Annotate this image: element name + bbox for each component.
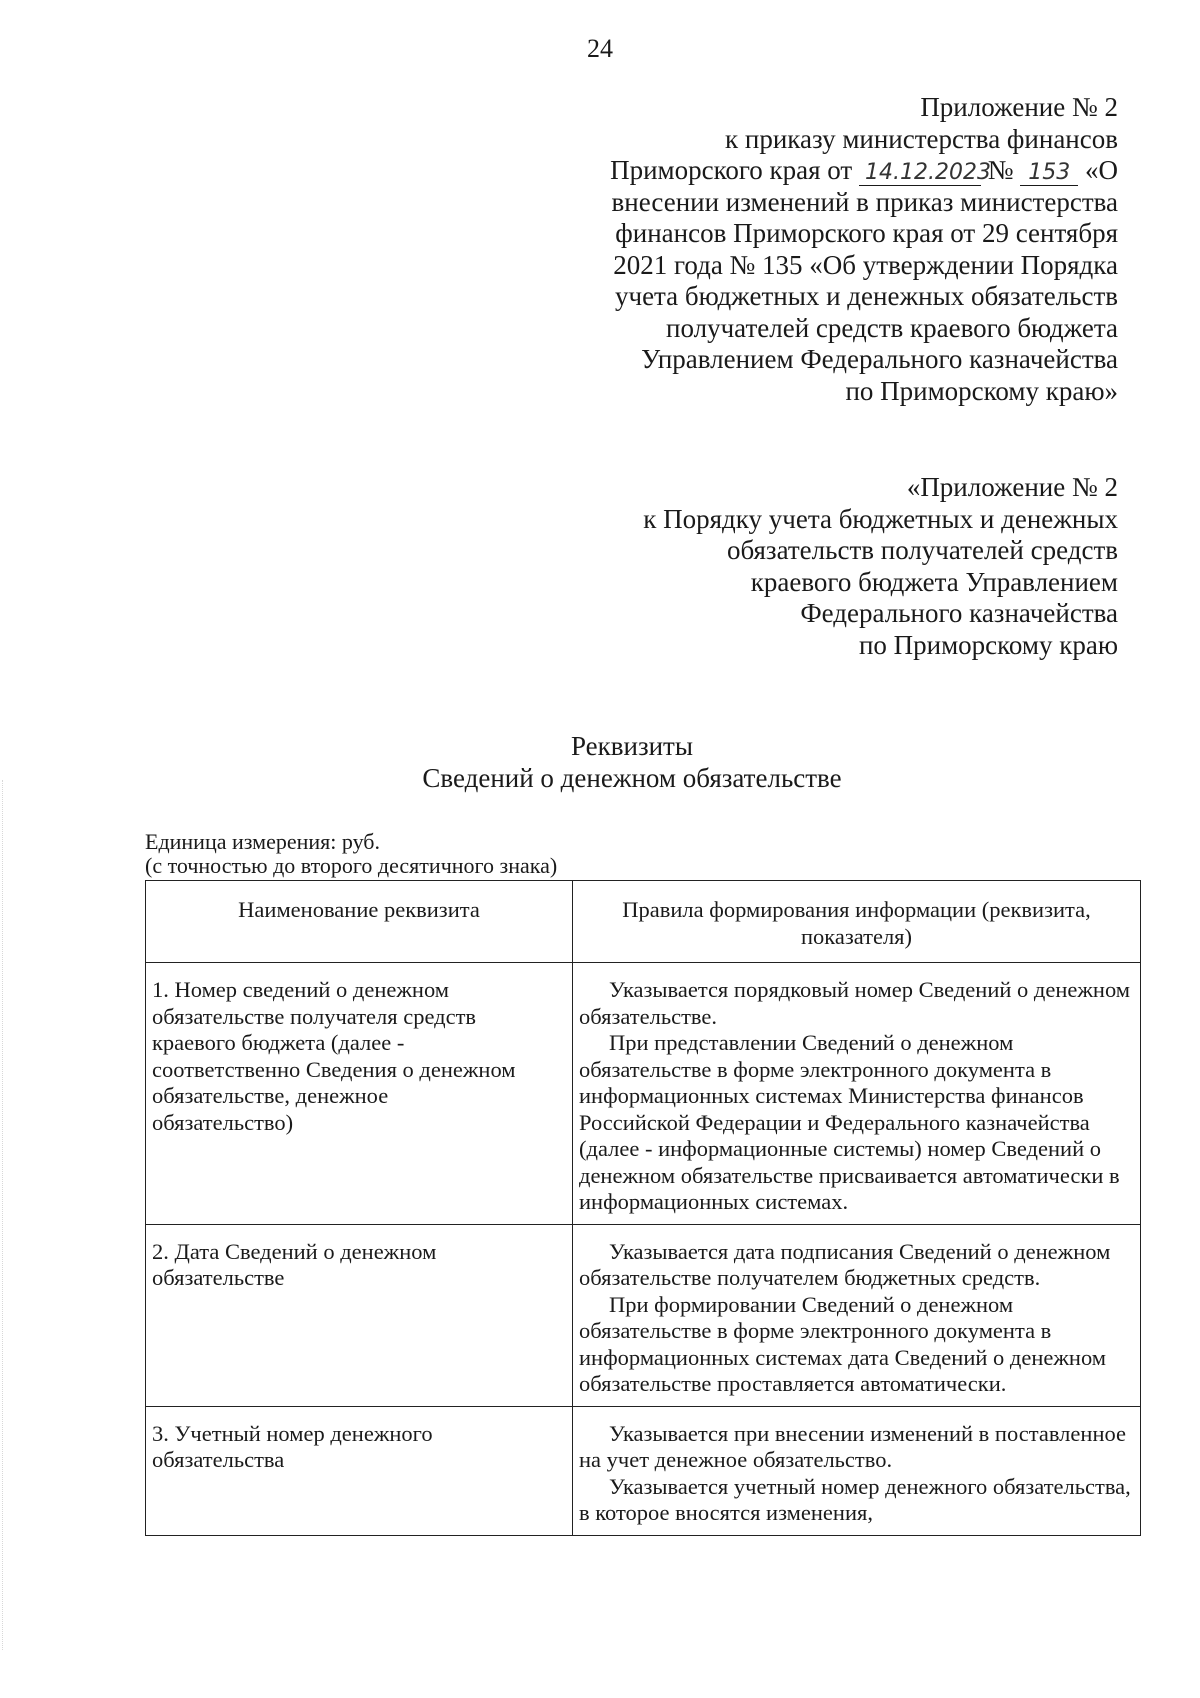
requisites-table bbox=[145, 880, 1141, 1536]
order-appendix-line: по Приморскому краю bbox=[858, 629, 1118, 660]
requisite-name-cell: 2. Дата Сведений о денежном обязательстве bbox=[146, 1224, 573, 1406]
appendix-line: получателей средств краевого бюджета bbox=[666, 312, 1118, 343]
document-title bbox=[0, 730, 1200, 794]
appendix-line-suffix: «О bbox=[1078, 155, 1118, 185]
rules-cell bbox=[573, 963, 1141, 1225]
rule-paragraph: Указывается дата подписания Сведений о денежном обязательстве получателем бюджетных средств. bbox=[579, 1238, 1111, 1290]
table-row bbox=[146, 1224, 1141, 1406]
measurement-units bbox=[145, 830, 557, 878]
rules-cell bbox=[573, 1406, 1141, 1535]
appendix-line: по Приморскому краю» bbox=[845, 375, 1118, 406]
table-header-row bbox=[146, 881, 1141, 963]
order-appendix-line: обязательств получателей средств bbox=[726, 535, 1118, 565]
scan-edge-artifact bbox=[2, 780, 3, 1650]
order-appendix-line: краевого бюджета Управлением bbox=[750, 566, 1118, 597]
number-sign: № bbox=[980, 155, 1021, 185]
rule-paragraph: Указывается порядковый номер Сведений о денежном обязательстве. bbox=[579, 977, 1131, 1029]
rule-paragraph: При формировании Сведений о денежном обязательстве в форме электронного документа в информационных системах дата Сведений о денежном обязательстве проставляется автоматически. bbox=[579, 1291, 1107, 1396]
title-line: Реквизиты bbox=[570, 731, 693, 761]
appendix-line: внесении изменений в приказ министерства bbox=[611, 186, 1118, 217]
handwritten-date: 14.12.2023 bbox=[859, 161, 981, 186]
page-number: 24 bbox=[587, 34, 613, 63]
appendix-line: учета бюджетных и денежных обязательств bbox=[614, 281, 1118, 311]
appendix-line: финансов Приморского края от 29 сентября bbox=[615, 218, 1118, 248]
appendix-line: к приказу министерства финансов bbox=[725, 123, 1118, 154]
appendix-date-line bbox=[610, 155, 1118, 187]
appendix-line: Приложение № 2 bbox=[920, 92, 1118, 122]
order-appendix-header bbox=[643, 472, 1118, 661]
unit-line: Единица измерения: руб. bbox=[145, 829, 380, 854]
table-row bbox=[146, 1406, 1141, 1535]
header-requisite-name: Наименование реквизита bbox=[146, 881, 573, 963]
appendix-line-prefix: Приморского края от bbox=[610, 155, 859, 185]
requisite-name-cell: 1. Номер сведений о денежном обязательстве получателя средств краевого бюджета (далее - соответственно Сведения о денежном обязательстве, денежное обязательство) bbox=[146, 963, 573, 1225]
rules-cell bbox=[573, 1224, 1141, 1406]
rule-paragraph: Указывается при внесении изменений в поставленное на учет денежное обязательство. bbox=[579, 1420, 1126, 1472]
precision-line: (с точностью до второго десятичного знака) bbox=[145, 853, 558, 878]
header-formation-rules: Правила формирования информации (реквизита, показателя) bbox=[573, 881, 1141, 963]
order-appendix-line: Федерального казначейства bbox=[800, 598, 1118, 628]
requisite-name-cell: 3. Учетный номер денежного обязательства bbox=[146, 1406, 573, 1535]
appendix-line: Управлением Федерального казначейства bbox=[641, 344, 1118, 374]
rule-paragraph: Указывается учетный номер денежного обязательства, в которое вносятся изменения, bbox=[579, 1473, 1131, 1525]
order-appendix-line: к Порядку учета бюджетных и денежных bbox=[643, 503, 1118, 534]
appendix-header bbox=[610, 92, 1118, 407]
appendix-line: 2021 года № 135 «Об утверждении Порядка bbox=[613, 249, 1118, 280]
rule-paragraph: При представлении Сведений о денежном обязательстве в форме электронного документа в информационных системах Министерства финансов Российской Федерации и Федерального казначейства (далее - информационные системы) номер Сведений о денежном обязательстве присваивается автоматически в информационных системах. bbox=[579, 1030, 1120, 1214]
table-row bbox=[146, 963, 1141, 1225]
order-appendix-line: «Приложение № 2 bbox=[906, 472, 1118, 502]
handwritten-number: 153 bbox=[1020, 161, 1078, 186]
subtitle-line: Сведений о денежном обязательстве bbox=[422, 763, 842, 793]
